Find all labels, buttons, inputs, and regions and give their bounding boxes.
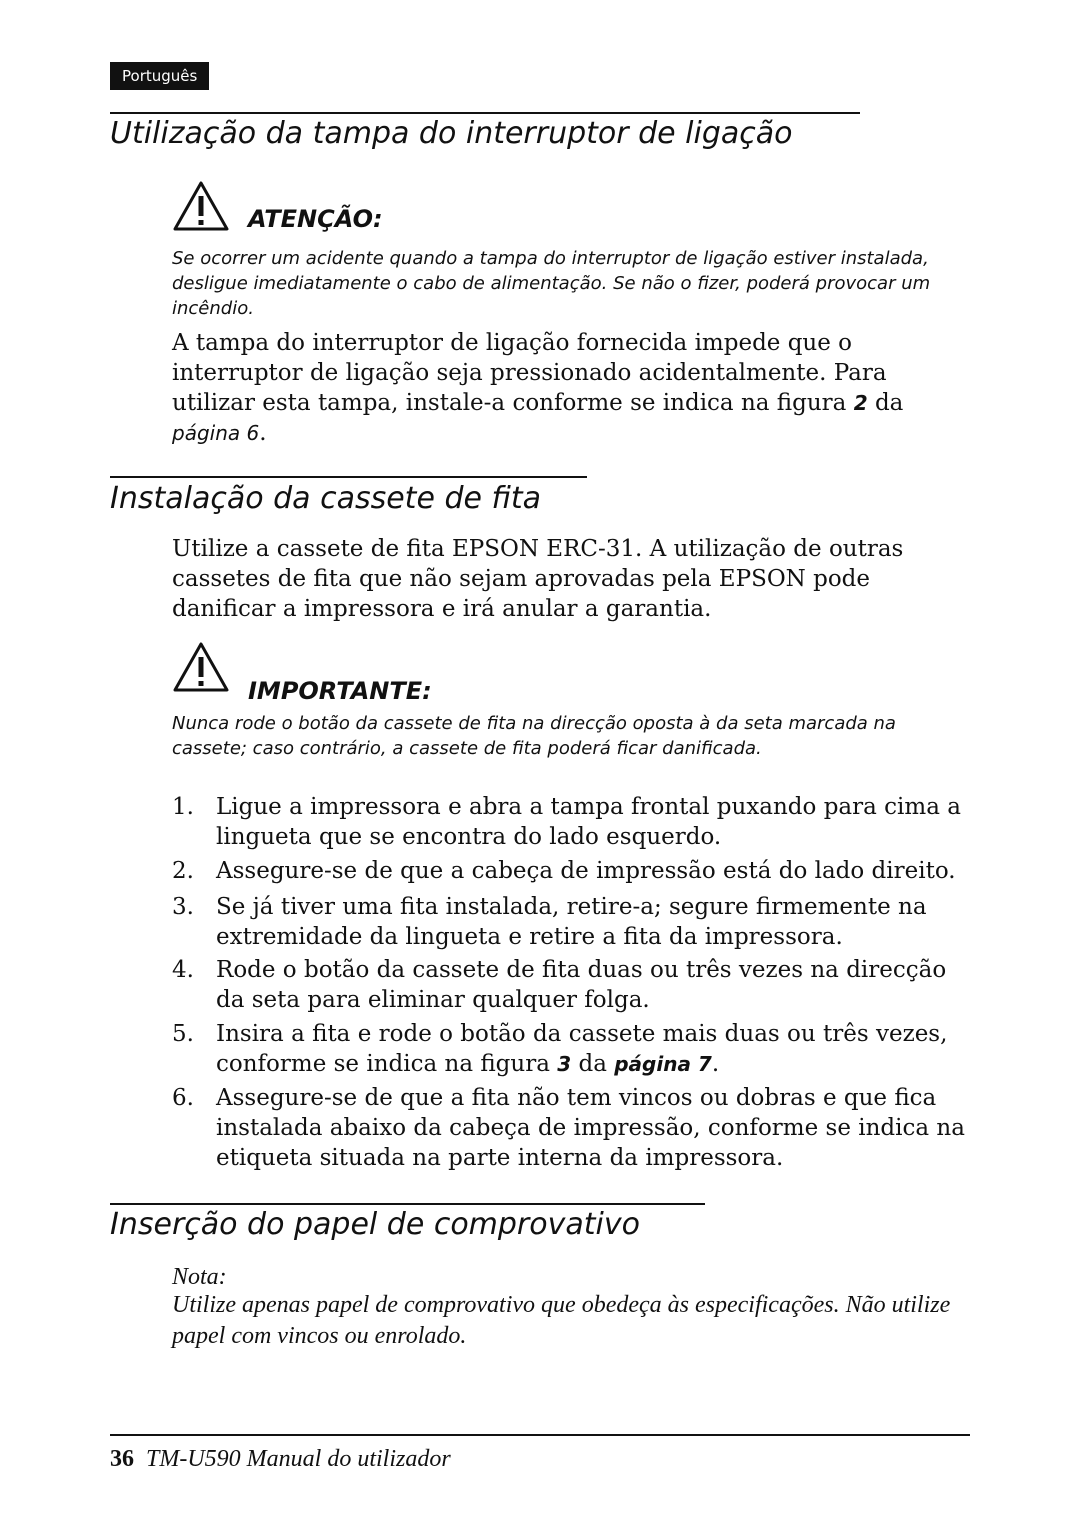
step-number: 3. — [172, 894, 194, 920]
body-text: A tampa do interruptor de ligação fornecida impede que o interruptor de ligação seja pressionado acidentalmente. Para utilizar esta tampa, instale-a conforme se indica na figura — [172, 330, 887, 416]
step-da: da — [578, 1051, 607, 1077]
step-text — [216, 1019, 972, 1079]
section-heading-power-switch-cover: Utilização da tampa do interruptor de ligação — [110, 116, 793, 151]
end-punctuation: . — [259, 420, 267, 446]
footer-title: TM-U590 Manual do utilizador — [146, 1446, 451, 1472]
figure-number: 2 — [853, 391, 868, 415]
list-item — [172, 1019, 972, 1079]
important-title: IMPORTANTE: — [248, 677, 432, 705]
step-number: 1. — [172, 794, 194, 820]
section-heading-ribbon-cassette: Instalação da cassete de fita — [110, 481, 542, 516]
language-tab: Português — [110, 62, 209, 90]
step-number: 4. — [172, 957, 194, 983]
important-text: Nunca rode o botão da cassete de fita na direcção oposta à da seta marcada na cassete; caso contrário, a cassete de fita poderá ficar danificada. — [172, 713, 896, 759]
page-reference-link[interactable]: página 6 — [172, 421, 260, 445]
footer-rule — [110, 1434, 970, 1436]
step-number: 2. — [172, 858, 194, 884]
step-text: Rode o botão da cassete de fita duas ou três vezes na direcção da seta para eliminar qualquer folga. — [216, 957, 947, 1013]
step-text-main: Insira a fita e rode o botão da cassete mais duas ou três vezes, conforme se indica na figura — [216, 1021, 948, 1077]
section-heading-receipt-paper: Inserção do papel de comprovativo — [110, 1207, 640, 1242]
step-number: 6. — [172, 1085, 194, 1111]
step-text: Se já tiver uma fita instalada, retire-a; segure firmemente na extremidade da lingueta e retire a fita da impressora. — [216, 894, 927, 950]
section1-body — [172, 328, 972, 448]
step-number: 5. — [172, 1021, 194, 1047]
heading-rule — [110, 1203, 705, 1205]
note-text: Utilize apenas papel de comprovativo que obedeça às especificações. Não utilize papel com vincos ou enrolado. — [172, 1292, 951, 1349]
heading-rule — [110, 112, 860, 114]
figure-number: 3 — [557, 1052, 572, 1076]
page-number: 36 — [110, 1446, 134, 1472]
warning-title: ATENÇÃO: — [248, 205, 383, 233]
section2-body: Utilize a cassete de fita EPSON ERC-31. A utilização de outras cassetes de fita que não sejam aprovadas pela EPSON pode danificar a impressora e irá anular a garantia. — [172, 536, 904, 622]
list-item — [172, 856, 972, 886]
step-text: Ligue a impressora e abra a tampa frontal puxando para cima a lingueta que se encontra do lado esquerdo. — [216, 794, 961, 850]
list-item — [172, 792, 972, 852]
step-text: Assegure-se de que a cabeça de impressão está do lado direito. — [216, 858, 956, 884]
page-reference-link[interactable]: página 7 — [614, 1052, 712, 1076]
warning-text: Se ocorrer um acidente quando a tampa do interruptor de ligação estiver instalada, desligue imediatamente o cabo de alimentação. Se não o fizer, poderá provocar um incêndio. — [172, 248, 931, 319]
body-da: da — [874, 390, 904, 416]
list-item — [172, 1083, 972, 1173]
warning-icon — [172, 180, 230, 232]
note-title: Nota: — [172, 1264, 227, 1290]
step-text: Assegure-se de que a fita não tem vincos ou dobras e que fica instalada abaixo da cabeça de impressão, conforme se indica na etiqueta situada na parte interna da impressora. — [216, 1085, 965, 1171]
list-item — [172, 892, 972, 952]
page-footer — [110, 1444, 451, 1474]
end-punctuation: . — [711, 1051, 720, 1077]
warning-icon — [172, 641, 230, 693]
list-item — [172, 955, 972, 1015]
heading-rule — [110, 476, 587, 478]
